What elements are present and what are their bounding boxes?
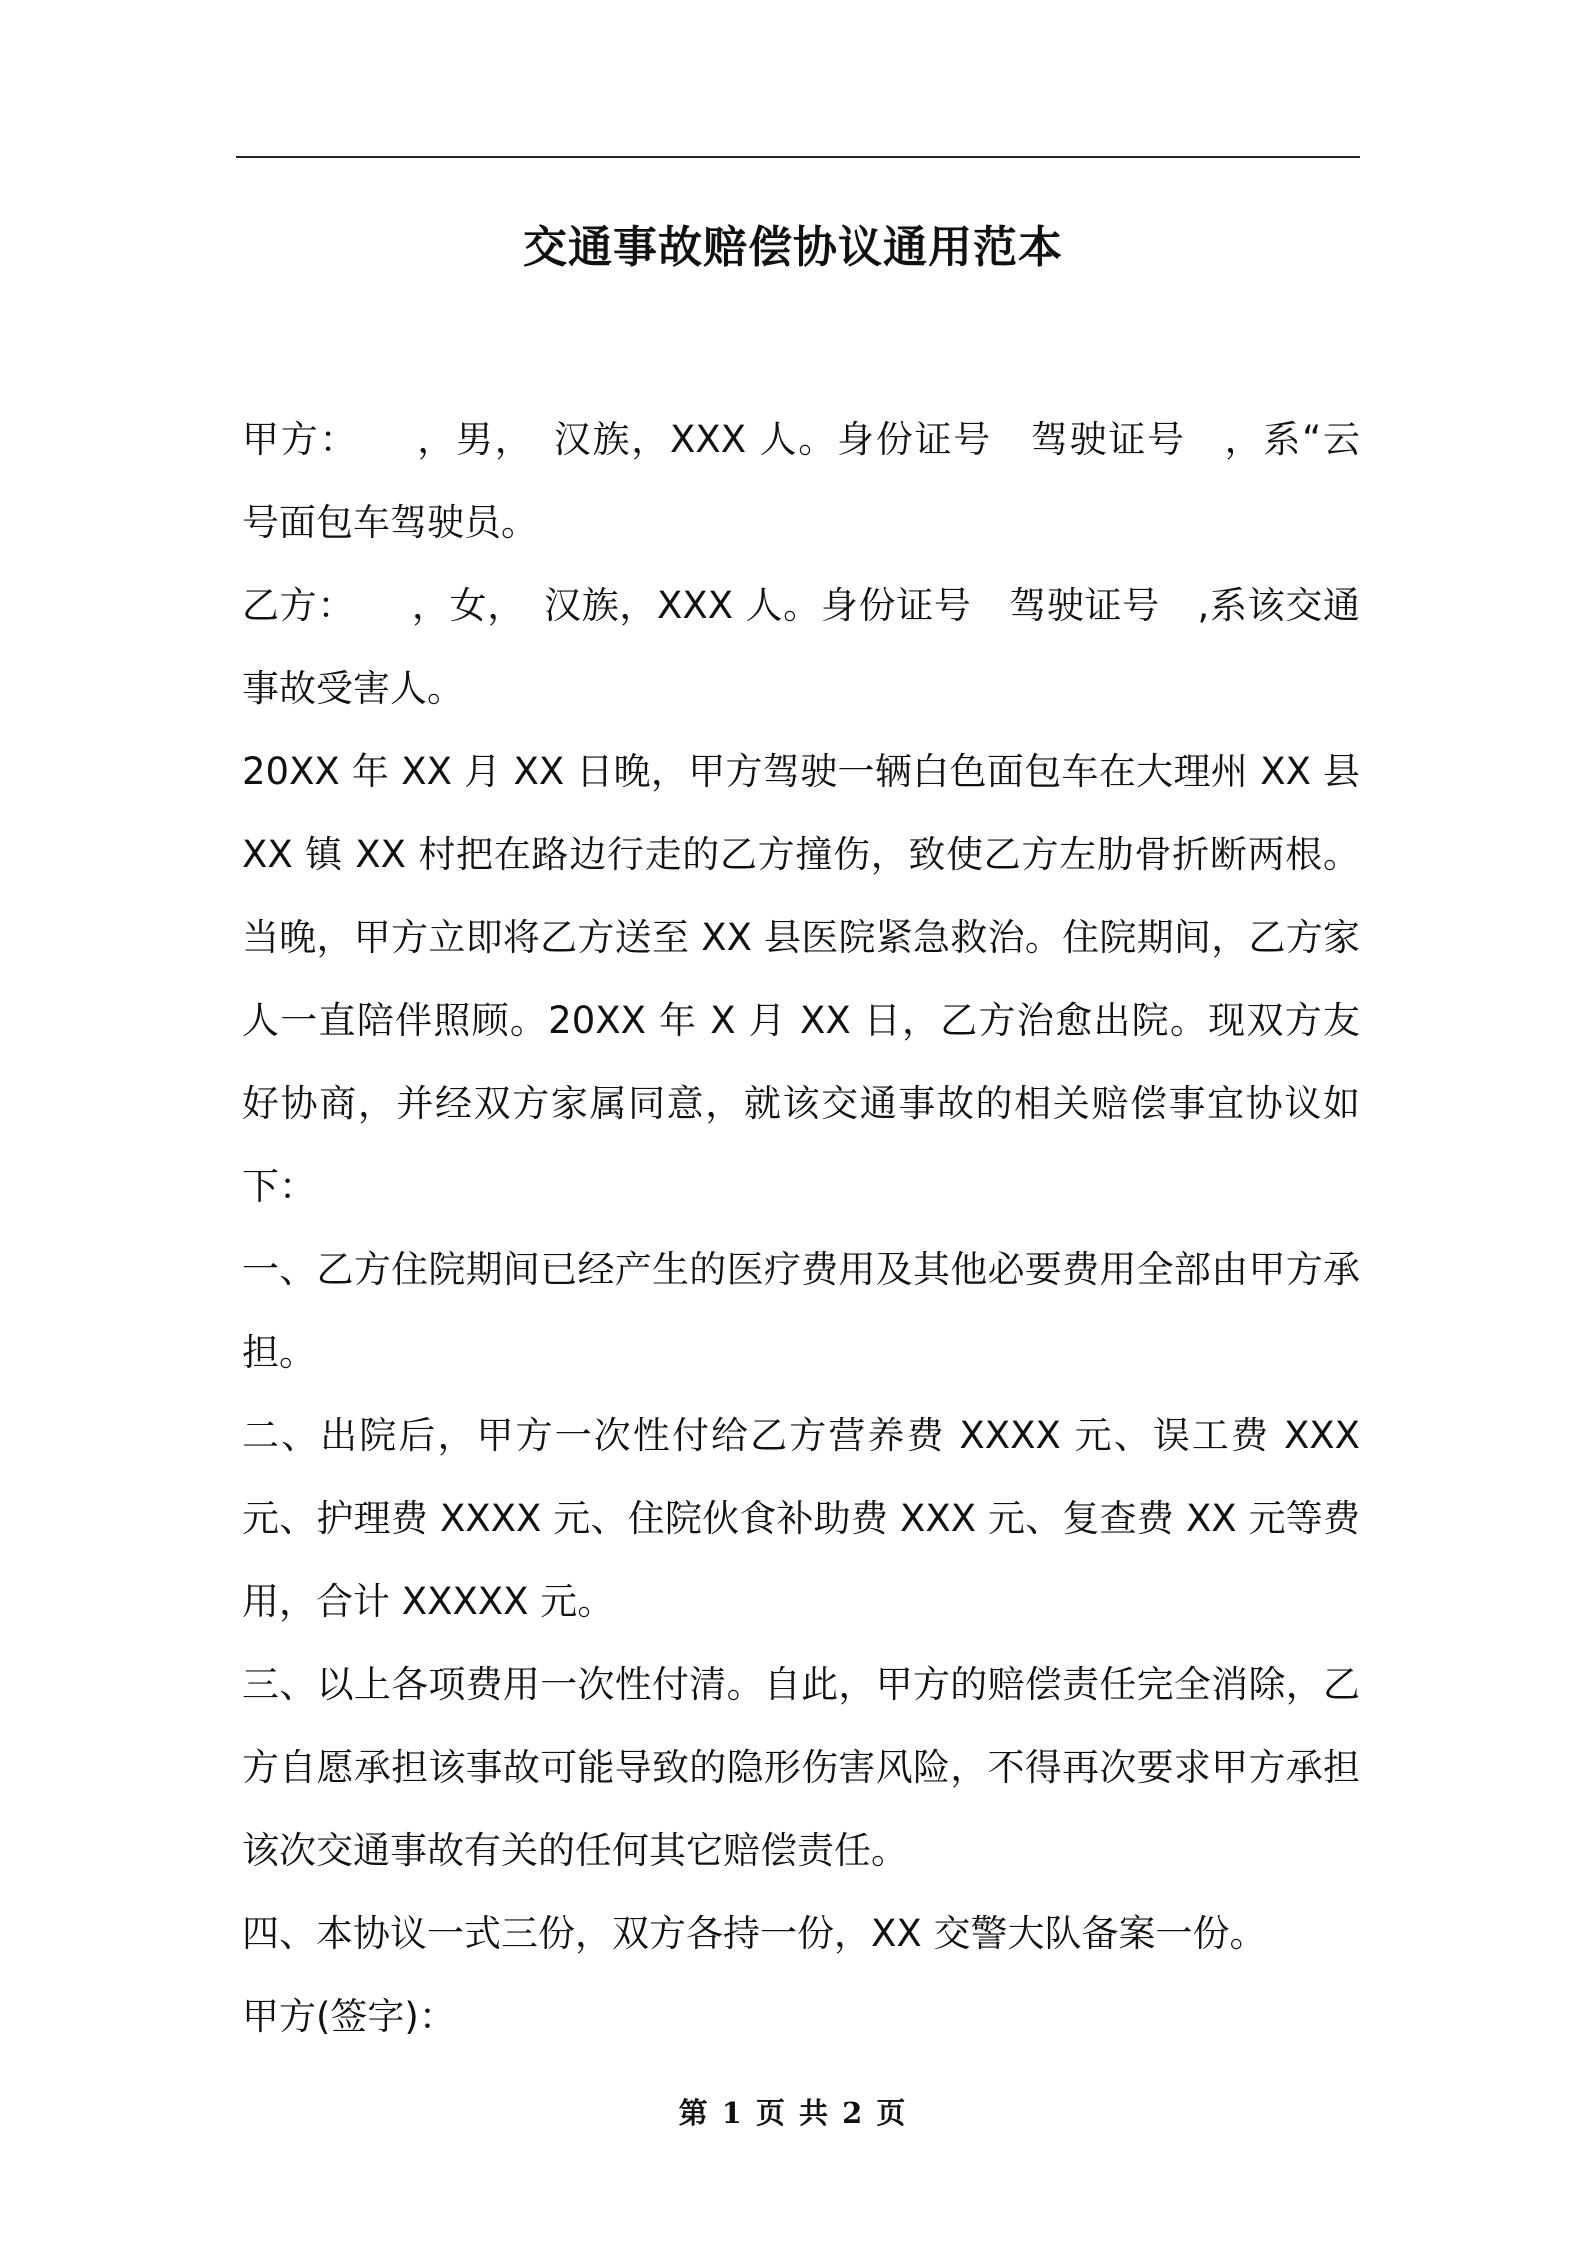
clause-3: 三、以上各项费用一次性付清。自此，甲方的赔偿责任完全消除，乙方自愿承担该事故可能导致的隐形伤害风险，不得再次要求甲方承担该次交通事故有关的任何其它赔偿责任。 [242,1663,1360,1872]
clause-1: 一、乙方住院期间已经产生的医疗费用及其他必要费用全部由甲方承担。 [242,1248,1360,1374]
document-body [242,398,1397,2058]
header-rule [236,156,1360,158]
party-b-paragraph: 乙方： ，女， 汉族，XXX 人。身份证号 驾驶证号 ,系该交通事故受害人。 [242,584,1360,710]
party-a-signature-line: 甲方(签字)： [242,1995,456,2038]
clause-2: 二、出院后，甲方一次性付给乙方营养费 XXXX 元、误工费 XXX 元、护理费 XXXX 元、住院伙食补助费 XXX 元、复查费 XX 元等费用，合计 XXXXX 元。 [242,1414,1360,1623]
page-footer: 第 1 页 共 2 页 [678,2096,908,2130]
document-title: 交通事故赔偿协议通用范本 [523,222,1063,273]
party-a-paragraph: 甲方： ，男， 汉族，XXX 人。身份证号 驾驶证号 ，系“云 号面包车驾驶员。 [242,418,1397,544]
incident-paragraph: 20XX 年 XX 月 XX 日晚，甲方驾驶一辆白色面包车在大理州 XX 县 XX 镇 XX 村把在路边行走的乙方撞伤，致使乙方左肋骨折断两根。当晚，甲方立即将乙方送至 XX 县医院紧急救治。住院期间，乙方家人一直陪伴照顾。20XX 年 X 月 XX 日，乙方治愈出院。现双方友好协商，并经双方家属同意，就该交通事故的相关赔偿事宜协议如下： [242,750,1360,1208]
clause-4: 四、本协议一式三份，双方各持一份，XX 交警大队备案一份。 [242,1912,1267,1955]
